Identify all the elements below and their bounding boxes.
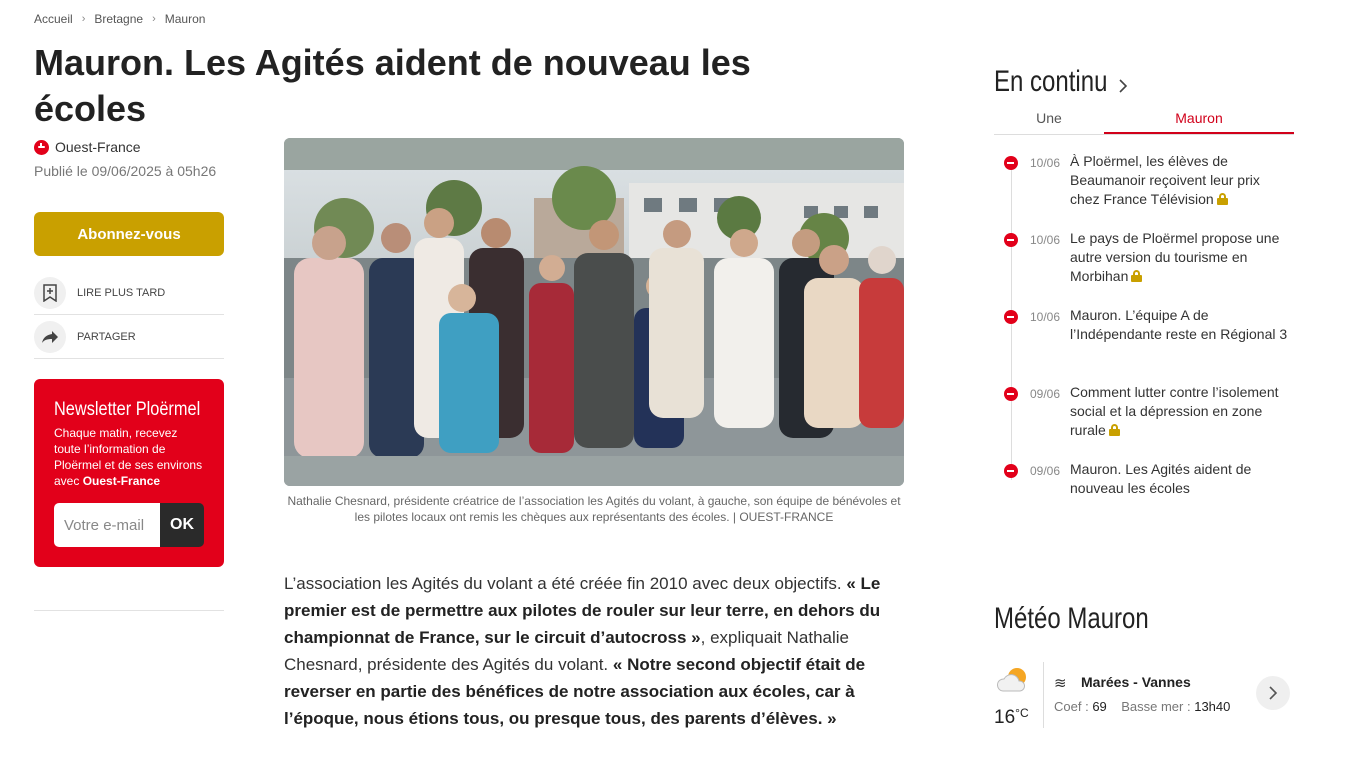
ouest-france-logo-icon <box>1004 233 1018 247</box>
share-label: PARTAGER <box>77 330 136 343</box>
read-later-button[interactable] <box>34 271 224 315</box>
lock-icon <box>1217 193 1228 205</box>
coef-value: 69 <box>1092 699 1107 714</box>
news-title-text: Comment lutter contre l’isolement social et la dépression en zone rurale <box>1070 384 1279 438</box>
ouest-france-logo-icon <box>1004 464 1018 478</box>
newsletter-email-input[interactable] <box>54 503 160 547</box>
subscribe-button[interactable]: Abonnez-vous <box>34 212 224 256</box>
low-tide-label: Basse mer : <box>1121 699 1191 714</box>
breadcrumb-bretagne[interactable]: Bretagne <box>94 12 144 26</box>
share-button[interactable] <box>34 315 224 359</box>
breadcrumb-mauron[interactable]: Mauron <box>164 12 206 26</box>
meteo-heading[interactable] <box>994 602 1187 636</box>
coef-label: Coef : <box>1054 699 1089 714</box>
body-paragraph-2: , expliquait Nathalie Chesnard, présidente des Agités du volant. <box>284 628 849 674</box>
weather-divider <box>1043 662 1044 728</box>
partly-sunny-icon <box>997 666 1031 699</box>
chevron-right-icon: › <box>81 13 86 25</box>
source-name[interactable]: Ouest-France <box>55 139 141 155</box>
ouest-france-logo-icon <box>1004 310 1018 324</box>
news-title[interactable] <box>1070 152 1290 209</box>
newsletter-brand: Ouest-France <box>82 474 161 488</box>
news-title[interactable] <box>1070 383 1290 440</box>
sidebar-tabs <box>994 108 1294 135</box>
photo-caption: Nathalie Chesnard, présidente créatrice de l’association les Agités du volant, à gauche, son équipe de bénévoles et les pilotes locaux ont remis les chèques aux représentants des écoles. | OUEST-FRANCE <box>287 494 901 524</box>
meteo-title: Météo Mauron <box>994 602 1149 635</box>
tab-mauron[interactable]: Mauron <box>1104 108 1294 134</box>
tab-une[interactable]: Une <box>1036 110 1062 126</box>
chevron-right-icon <box>1118 68 1128 102</box>
breadcrumb <box>34 12 205 26</box>
body-quote-2: « Notre second objectif était de reverser en partie des bénéfices de notre association aux écoles, car à l’époque, nous étions tous, ou presque tous, des parents d’élèves. » <box>284 655 866 728</box>
tides-info <box>1054 699 1230 714</box>
news-title[interactable] <box>1070 229 1290 286</box>
news-title-text: À Ploërmel, les élèves de Beaumanoir reçoivent leur prix chez France Télévision <box>1070 153 1260 207</box>
news-title[interactable]: Mauron. L’équipe A de l’Indépendante reste en Régional 3 <box>1070 307 1288 342</box>
news-date: 10/06 <box>1030 156 1061 170</box>
news-date: 10/06 <box>1030 233 1061 247</box>
article-title: Mauron. Les Agités aident de nouveau les écoles <box>34 42 751 129</box>
weather-widget <box>994 662 1294 728</box>
chevron-right-icon: › <box>152 13 156 25</box>
ouest-france-logo-icon <box>1004 387 1018 401</box>
ouest-france-logo-icon <box>34 140 49 155</box>
read-later-label: LIRE PLUS TARD <box>77 286 166 299</box>
newsletter-form <box>54 503 204 547</box>
ouest-france-logo-icon <box>1004 156 1018 170</box>
newsletter-title: Newsletter Ploërmel <box>54 399 201 420</box>
lock-icon <box>1131 270 1142 282</box>
tides-title[interactable]: Marées - Vannes <box>1081 674 1191 690</box>
newsletter-text <box>54 425 204 489</box>
publish-date: Publié le 09/06/2025 à 05h26 <box>34 163 217 179</box>
news-date: 10/06 <box>1030 310 1061 324</box>
share-arrow-icon <box>34 321 66 353</box>
en-continu-title: En continu <box>994 65 1108 98</box>
temperature <box>994 706 1029 729</box>
news-date: 09/06 <box>1030 387 1061 401</box>
tides-next-button[interactable] <box>1256 676 1290 710</box>
waves-icon: ≋ <box>1054 675 1067 692</box>
temperature-value: 16 <box>994 707 1016 728</box>
temperature-unit: °C <box>1015 706 1029 720</box>
article-photo[interactable] <box>284 138 904 486</box>
newsletter-description: Chaque matin, recevez toute l’information de Ploërmel et de ses environs avec <box>54 426 203 488</box>
article-body <box>284 570 909 732</box>
news-date: 09/06 <box>1030 464 1061 478</box>
left-column-divider <box>34 610 224 611</box>
body-paragraph-1: L’association les Agités du volant a été créée fin 2010 avec deux objectifs. <box>284 574 842 593</box>
body-quote-1: « Le premier est de permettre aux pilotes de rouler sur leur terre, en dehors du championnat de France, sur le circuit d’autocross » <box>284 574 881 647</box>
newsletter-box <box>34 379 224 567</box>
newsletter-ok-button[interactable]: OK <box>160 503 204 547</box>
breadcrumb-accueil[interactable]: Accueil <box>34 12 73 26</box>
en-continu-heading[interactable] <box>994 62 1128 102</box>
lock-icon <box>1109 424 1120 436</box>
news-title-text: Le pays de Ploërmel propose une autre version du tourisme en Morbihan <box>1070 230 1280 284</box>
chevron-right-icon <box>1268 685 1278 701</box>
news-title[interactable]: Mauron. Les Agités aident de nouveau les écoles <box>1070 461 1252 496</box>
bookmark-add-icon <box>34 277 66 309</box>
article-source <box>34 139 141 155</box>
low-tide-value: 13h40 <box>1194 699 1231 714</box>
